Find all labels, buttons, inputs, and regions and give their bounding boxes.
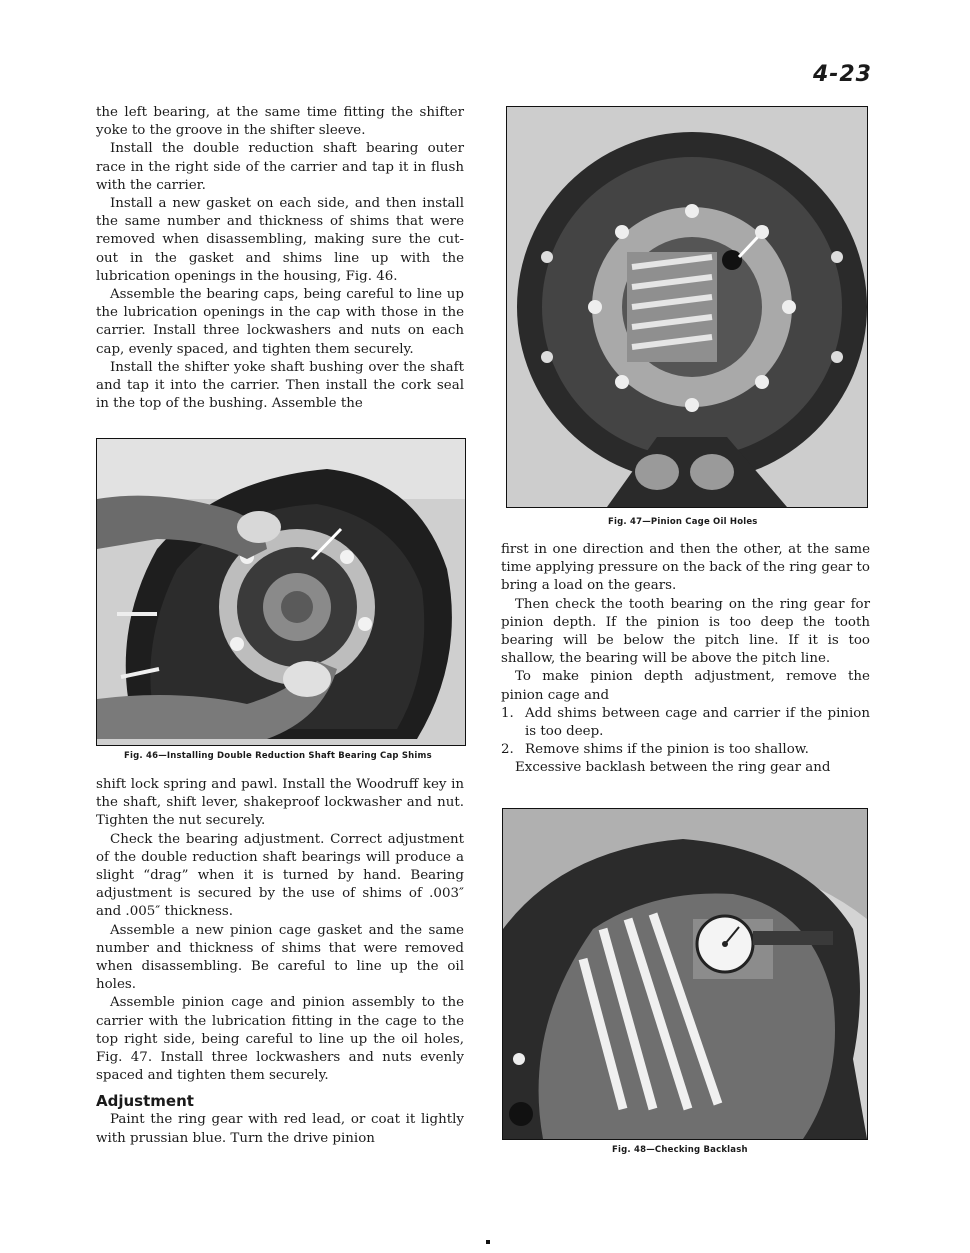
paragraph: Assemble the bearing caps, being careful to line up the lubrication openings in the cap with those in the carrier. Install three lockwashers and nuts on each cap, evenly spaced, and tighten them securely.: [96, 287, 464, 357]
list-number: 1.: [501, 705, 514, 721]
fig46-caption: Fig. 46—Installing Double Reduction Shaft Bearing Cap Shims: [124, 751, 432, 761]
paragraph: Assemble a new pinion cage gasket and the same number and thickness of shims that were removed when disassembling. Be careful to line up the oil holes.: [96, 922, 464, 993]
list-number: 2.: [501, 742, 514, 758]
right-column-text: [501, 541, 870, 778]
list-text: Remove shims if the pinion is too shallow.: [525, 742, 809, 758]
fig46-illustration: [97, 439, 465, 745]
fig47-photo: [506, 106, 868, 508]
paragraph: shift lock spring and pawl. Install the Woodruff key in the shaft, shift lever, shakeproof lockwasher and nut. Tighten the nut securely.: [96, 777, 464, 829]
adjustment-heading: Adjustment: [96, 1092, 194, 1111]
left-column-top-text: [96, 104, 464, 413]
fig47-caption: Fig. 47—Pinion Cage Oil Holes: [608, 517, 758, 527]
paragraph: Check the bearing adjustment. Correct adjustment of the double reduction shaft bearings will produce a slight “drag” when it is turned by hand. Bearing adjustment is secured by the use of shims of .003″ and .005″ thickness.: [96, 831, 464, 920]
paragraph: Install the shifter yoke shaft bushing over the shaft and tap it into the carrier. Then install the cork seal in the top of the bushing. Assemble the: [96, 359, 464, 412]
list-item: [501, 741, 870, 759]
shim-adjustment-list: [501, 705, 870, 760]
paragraph: Excessive backlash between the ring gear and: [515, 760, 831, 776]
list-item: [501, 705, 870, 741]
page-number: 4-23: [812, 62, 872, 87]
fig48-illustration: [503, 809, 867, 1139]
left-column-bottom-text: [96, 776, 464, 1148]
fig46-photo: [96, 438, 466, 746]
paragraph: Install the double reduction shaft bearing outer race in the right side of the carrier and tap it in flush with the carrier.: [96, 141, 464, 193]
paragraph: Install a new gasket on each side, and then install the same number and thickness of shims that were removed when disassembling, making sure the cut-out in the gasket and shims line up with the lubrication openings in the housing, Fig. 46.: [96, 196, 464, 284]
scan-speck: [486, 1240, 490, 1244]
paragraph: the left bearing, at the same time fitting the shifter yoke to the groove in the shifter sleeve.: [96, 105, 464, 139]
fig48-caption: Fig. 48—Checking Backlash: [612, 1145, 748, 1155]
fig47-illustration: [507, 107, 867, 507]
paragraph: Then check the tooth bearing on the ring gear for pinion depth. If the pinion is too deep the tooth bearing will be below the pitch line. If it is too shallow, the bearing will be above the pitch line.: [501, 596, 870, 667]
paragraph: To make pinion depth adjustment, remove the pinion cage and: [501, 669, 870, 703]
fig48-photo: [502, 808, 868, 1140]
list-text: Add shims between cage and carrier if the pinion is too deep.: [525, 705, 870, 740]
paragraph: Assemble pinion cage and pinion assembly to the carrier with the lubrication fitting in the cage to the top right side, being careful to line up the oil holes, Fig. 47. Install three lockwashers and nuts evenly spaced and tighten them securely.: [96, 995, 464, 1084]
paragraph: first in one direction and then the other, at the same time applying pressure on the back of the ring gear to bring a load on the gears.: [501, 542, 870, 594]
paragraph: Paint the ring gear with red lead, or coat it lightly with prussian blue. Turn the drive pinion: [96, 1112, 464, 1146]
